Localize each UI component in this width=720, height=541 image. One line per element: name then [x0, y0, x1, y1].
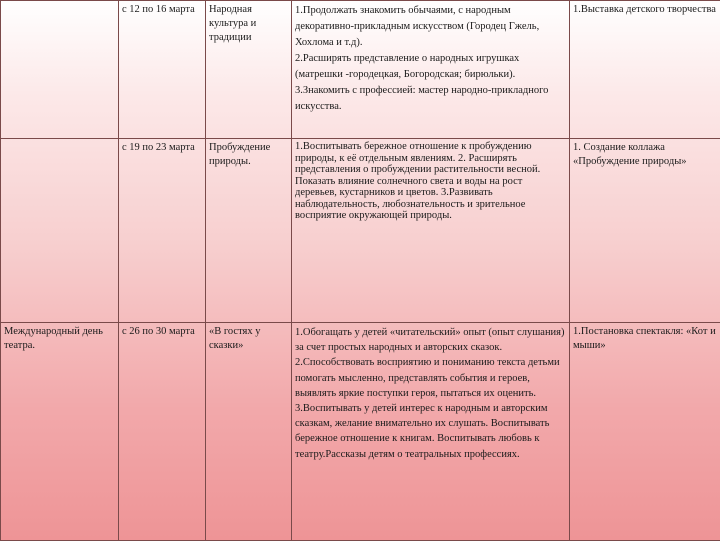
- final-event-cell: 1.Выставка детского творчества: [570, 1, 720, 139]
- dates-cell: с 19 по 23 марта: [119, 139, 206, 323]
- theme-cell: Пробуждение природы.: [206, 139, 292, 323]
- final-event-cell: 1. Создание коллажа «Пробуждение природы»: [570, 139, 720, 323]
- task-paragraph: 1.Обогащать у детей «читательский» опыт (опыт слушания) за счет простых народных и авторских сказок. 2.Способствовать восприятию и пониманию текста детьми помогать мысленно, представлять события и героев, выявлять яркие поступки героя, пытаться их оценить.: [295, 325, 566, 401]
- theme-cell: «В гостях у сказки»: [206, 323, 292, 541]
- tasks-cell: [292, 139, 570, 323]
- table-row: [1, 139, 720, 323]
- task-paragraph: 3.Воспитывать у детей интерес к народным и авторским сказкам, желание внимательно их слушать. Воспитывать бережное отношение к книгам. Воспитывать любовь к театру.Рассказы детям о театральных профессиях.: [295, 401, 566, 462]
- dates-cell: с 12 по 16 марта: [119, 1, 206, 139]
- event-cell: Международный день театра.: [1, 323, 119, 541]
- task-paragraph: 3.Знакомить с профессией: мастер народно-прикладного искусства.: [295, 83, 566, 115]
- tasks-cell: [292, 323, 570, 541]
- event-cell: [1, 139, 119, 323]
- task-paragraph: 1.Продолжать знакомить обычаями, с народным декоративно-прикладным искусством (Городец Гжель, Хохлома и т.д).: [295, 3, 566, 51]
- table-row: [1, 323, 720, 541]
- final-event-cell: 1.Постановка спектакля: «Кот и мыши»: [570, 323, 720, 541]
- task-paragraph: 2.Расширять представление о народных игрушках (матрешки -городецкая, Богородская; бирюльки).: [295, 51, 566, 83]
- table-row: [1, 1, 720, 139]
- dates-cell: с 26 по 30 марта: [119, 323, 206, 541]
- theme-cell: Народная культура и традиции: [206, 1, 292, 139]
- task-paragraph: 1.Воспитывать бережное отношение к пробуждению природы, к её отдельным явлениям. 2. Расширять представления о пробуждении растительности весной. Показать влияние солнечного света и воды на рост деревьев, кустарников и цветов. 3.Развивать наблюдательность, любознательность и зрительное восприятие окружающей природы.: [295, 141, 566, 222]
- tasks-cell: [292, 1, 570, 139]
- event-cell: [1, 1, 119, 139]
